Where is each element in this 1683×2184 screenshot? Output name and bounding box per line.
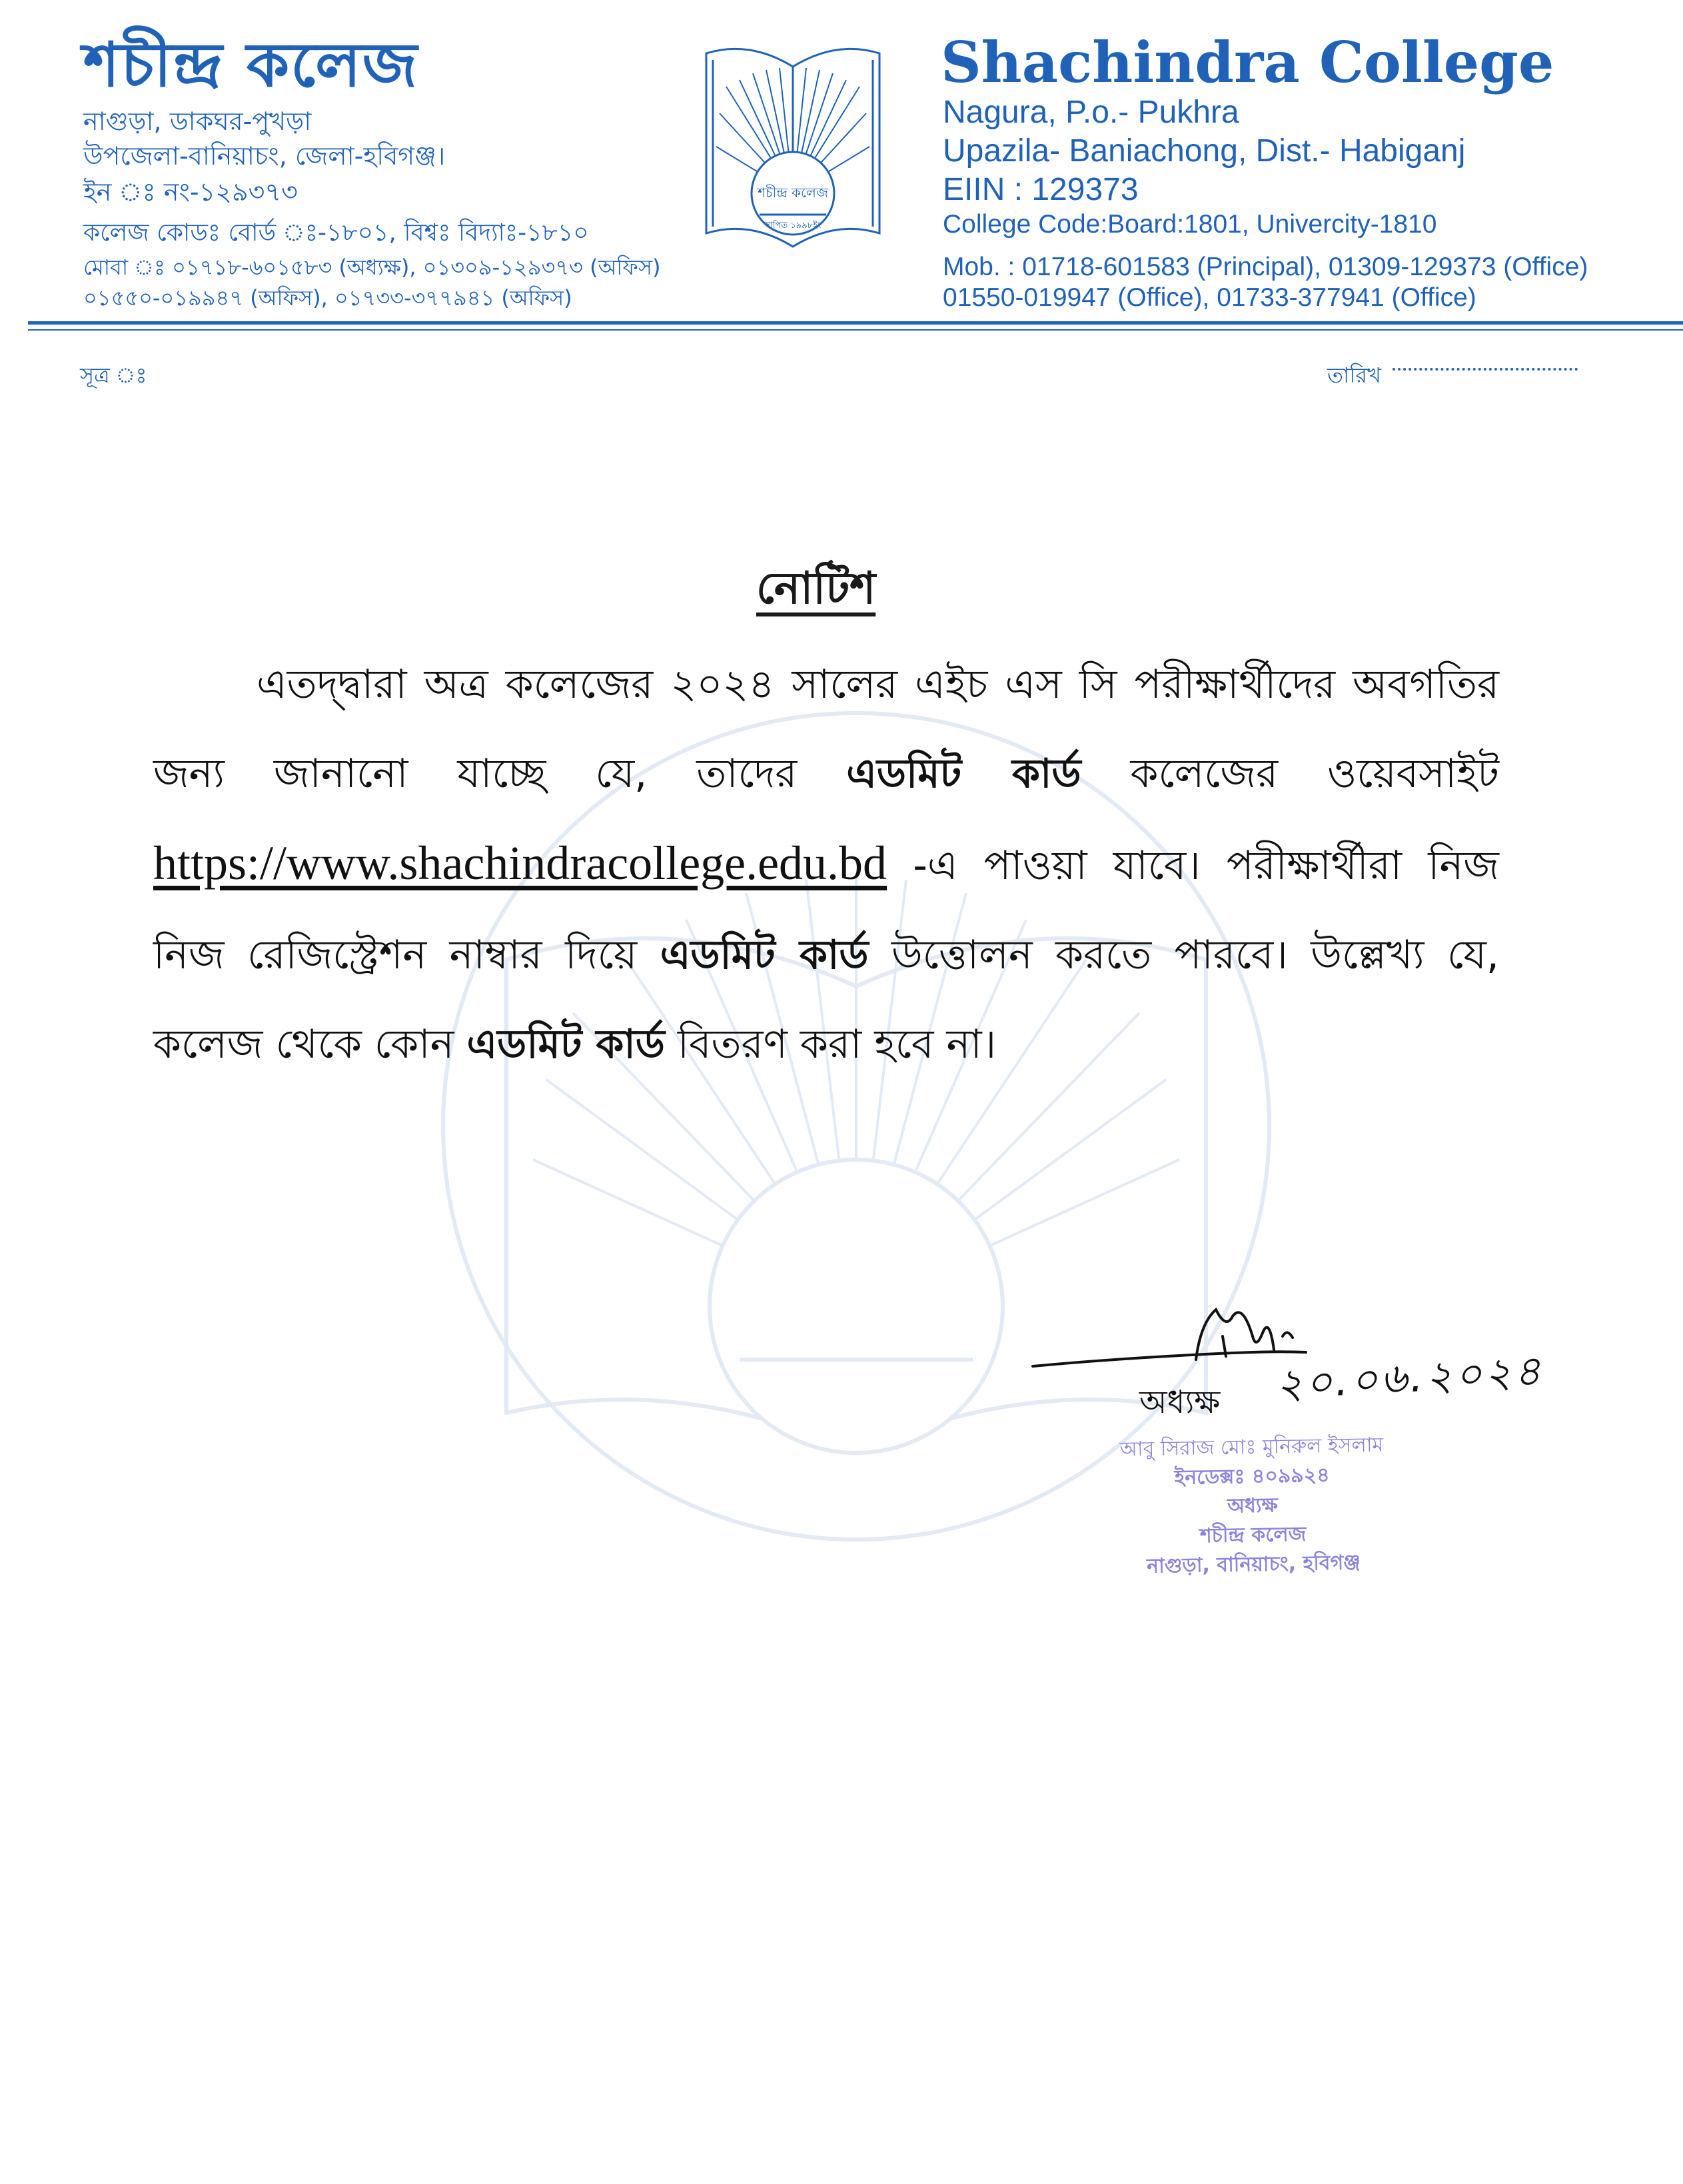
college-code-english: College Code:Board:1801, Univercity-1810 xyxy=(943,210,1437,239)
college-name-bengali: শচীন্দ্র কলেজ xyxy=(83,29,419,101)
header-divider xyxy=(28,321,1683,325)
notice-text-3: -এ পাওয়া যাবে। পরীক্ষার্থীরা নিজ নিজ রেজিস্ট্রেশন নাম্বার দিয়ে xyxy=(153,842,1499,978)
logo-established-text: স্থাপিত ১৯৯৮ইং xyxy=(764,221,822,231)
phone-line-1-english: Mob. : 01718-601583 (Principal), 01309-129373 (Office) xyxy=(943,253,1588,281)
stamp-index: ইনডেক্সঃ ৪০৯৯২৪ xyxy=(1174,1463,1331,1490)
college-code-bengali: কলেজ কোডঃ বোর্ড ঃ-১৮০১, বিশ্বঃ বিদ্যাঃ-১৮১০ xyxy=(83,219,589,247)
notice-paragraph xyxy=(153,640,1499,1089)
notice-text-2: কলেজের ওয়েবসাইট xyxy=(1081,750,1499,797)
notice-title: নোটিশ xyxy=(756,562,876,614)
phone-line-1-bengali: মোবা ঃ ০১৭১৮-৬০১৫৮৩ (অধ্যক্ষ), ০১৩০৯-১২৯৩৭৩ (অফিস) xyxy=(83,255,661,280)
stamp-address: নাগুড়া, বানিয়াচং, হবিগঞ্জ xyxy=(1146,1551,1361,1578)
eiin-line-bengali: ইন ঃ নং-১২৯৩৭৩ xyxy=(83,177,298,207)
address-line-english: Nagura, P.o.- Pukhra xyxy=(943,95,1239,130)
phone-line-2-english: 01550-019947 (Office), 01733-377941 (Office) xyxy=(943,283,1476,312)
district-line-english: Upazila- Baniachong, Dist.- Habiganj xyxy=(943,133,1466,169)
header-divider-thin xyxy=(28,329,1683,331)
notice-text-5: বিতরণ করা হবে না। xyxy=(664,1021,997,1068)
logo-text: শচীন্দ্র কলেজ xyxy=(758,185,828,201)
admit-card-bold-1: এডমিট কার্ড xyxy=(846,750,1081,797)
stamp-name: আবু সিরাজ মোঃ মুনিরুল ইসলাম xyxy=(1119,1433,1384,1462)
principal-stamp xyxy=(998,1428,1507,1584)
signature-date: ২০.০৬.২০২৪ xyxy=(1275,1346,1545,1409)
college-website-link[interactable]: https://www.shachindracollege.edu.bd xyxy=(153,836,887,890)
admit-card-bold-2: এডমিট কার্ড xyxy=(660,932,869,978)
college-logo-icon xyxy=(700,40,886,260)
principal-designation: অধ্যক্ষ xyxy=(1139,1384,1221,1421)
eiin-line-english: EIIN : 129373 xyxy=(943,172,1139,207)
college-name-english: Shachindra College xyxy=(941,29,1554,95)
date-label: তারিখ xyxy=(1327,363,1382,388)
district-line-bengali: উপজেলা-বানিয়াচং, জেলা-হবিগঞ্জ। xyxy=(83,141,446,171)
stamp-title: অধ্যক্ষ xyxy=(1227,1494,1279,1518)
phone-line-2-bengali: ০১৫৫০-০১৯৯৪৭ (অফিস), ০১৭৩৩-৩৭৭৯৪১ (অফিস) xyxy=(83,285,572,311)
notice-text-4: উত্তোলন করতে পারবে। উল্লেখ্য যে, কলেজ থেকে কোন xyxy=(153,932,1500,1068)
notice-text-1: এতদ্দ্বারা অত্র কলেজের ২০২৪ সালের এইচ এস সি পরীক্ষার্থীদের অবগতির জন্য জানানো যাচ্ছে যে, তাদের xyxy=(153,661,1499,797)
reference-label: সূত্র ঃ xyxy=(80,363,147,388)
stamp-college: শচীন্দ্র কলেজ xyxy=(1199,1522,1307,1548)
date-dotted-line xyxy=(1393,368,1578,371)
address-line-bengali: নাগুড়া, ডাকঘর-পুখড়া xyxy=(83,107,312,136)
admit-card-bold-3: এডমিট কার্ড xyxy=(466,1021,665,1068)
